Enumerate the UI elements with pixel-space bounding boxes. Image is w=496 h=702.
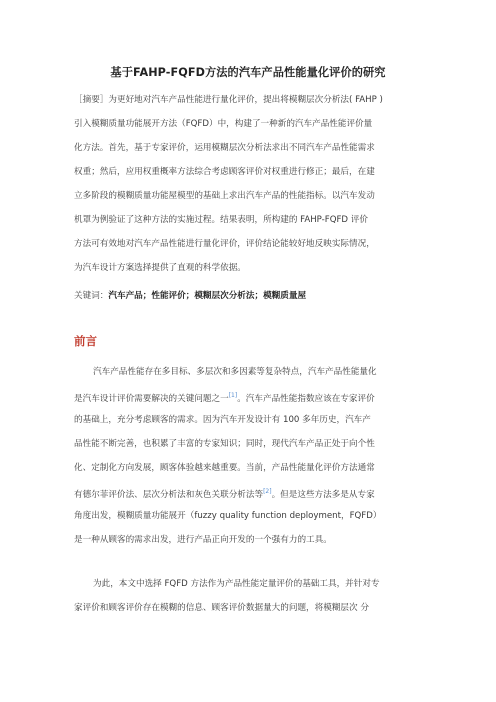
paragraph-line bbox=[74, 486, 375, 501]
paragraph-text: 。但是这些方法多是从专家 bbox=[271, 489, 375, 500]
paragraph-line: 的基础上，充分考虑顾客的需求。因为汽车开发设计有 100 多年历史，汽车产 bbox=[74, 415, 371, 425]
paragraph-line: 家评价和顾客评价存在模糊的信息、顾客评价数据量大的问题，将模糊层次 分 bbox=[74, 603, 369, 613]
citation-ref[interactable]: [1] bbox=[228, 392, 238, 399]
abstract-line: 权重；然后，应用权重概率方法综合考虑顾客评价对权重进行修正；最后，在建 bbox=[74, 167, 375, 177]
abstract-line: 方法可有效地对汽车产品性能进行量化评价，评价结论能较好地反映实际情况， bbox=[74, 239, 375, 249]
paragraph-line bbox=[74, 390, 375, 405]
abstract-line: 机罩为例验证了这种方法的实施过程。结果表明，所构建的 FAHP-FQFD 评价 bbox=[74, 215, 368, 225]
paragraph-line: 角度出发，模糊质量功能展开（fuzzy quality function deployment，FQFD） bbox=[74, 511, 382, 521]
abstract-line: ［摘要］为更好地对汽车产品性能进行量化评价，提出将模糊层次分析法( FAHP ) bbox=[74, 95, 383, 105]
paragraph-line: 是一种从顾客的需求出发，进行产品正向开发的一个强有力的工具。 bbox=[74, 535, 332, 545]
abstract-line: 立多阶段的模糊质量功能屋模型的基础上求出汽车产品的性能指标。以汽车发动 bbox=[74, 191, 375, 201]
abstract-line: 化方法。首先，基于专家评价，运用模糊层次分析法求出不同汽车产品性能需求 bbox=[74, 143, 375, 153]
paragraph-text: 是汽车设计评价需要解决的关键问题之一 bbox=[74, 393, 229, 404]
paragraph-text: 有德尔菲评价法、层次分析法和灰色关联分析法等 bbox=[74, 489, 264, 500]
keywords-value: 汽车产品；性能评价；模糊层次分析法；模糊质量屋 bbox=[108, 291, 307, 301]
paragraph-line: 化、定制化方向发展，顾客体验越来越重要。当前，产品性能量化评价方法通常 bbox=[74, 463, 375, 473]
paragraph-line: 汽车产品性能存在多目标、多层次和多因素等复杂特点，汽车产品性能量化 bbox=[93, 367, 377, 377]
section-heading: 前言 bbox=[74, 334, 97, 348]
keywords-label: 关键词： bbox=[74, 291, 109, 301]
keywords bbox=[74, 290, 306, 302]
paragraph-line: 为此，本文中选择 FQFD 方法作为产品性能定量评价的基础工具，并针对专 bbox=[93, 579, 380, 589]
citation-ref[interactable]: [2] bbox=[263, 488, 272, 495]
paragraph-line: 品性能不断完善，也积累了丰富的专家知识；同时，现代汽车产品正处于向个性 bbox=[74, 439, 375, 449]
abstract-line: 为汽车设计方案选择提供了直观的科学依据。 bbox=[74, 263, 246, 273]
paragraph-text: 。汽车产品性能指数应该在专家评价 bbox=[237, 393, 375, 404]
paper-title: 基于FAHP-FQFD方法的汽车产品性能量化评价的研究 bbox=[110, 66, 386, 79]
abstract-line: 引入模糊质量功能展开方法（FQFD）中，构建了一种新的汽车产品性能评价量 bbox=[74, 119, 373, 129]
